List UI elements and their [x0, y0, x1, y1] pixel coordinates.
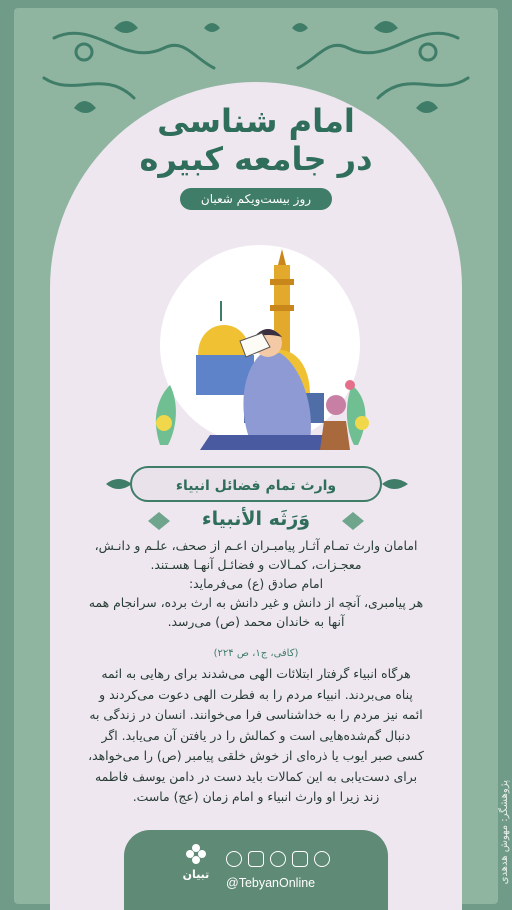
- paragraph-2-line: ائمه نیز مردم را به خداشناسی فرا می‌خوانند. انسان در زندگی به: [89, 707, 423, 722]
- social-icons: [226, 851, 330, 869]
- logo-text: تبیان: [182, 868, 210, 881]
- footer-bar: [124, 830, 388, 910]
- rubika-icon[interactable]: [314, 851, 330, 867]
- paragraph-1-line: هر پیامبری، آنچه از دانش و غیر دانش به ارث برده، سرانجام همه: [88, 595, 424, 610]
- paragraph-2-line: دنبال گم‌شده‌هایی است و کمالش را در یافتن آن می‌یابد. اگر: [101, 727, 411, 743]
- instagram-icon[interactable]: [248, 851, 264, 867]
- paragraph-2-line: هرگاه انبیاء گرفتار ابتلائات الهی می‌شدند برای رهایی به ائمه: [101, 666, 411, 681]
- eitaa-icon[interactable]: [292, 851, 308, 867]
- paragraph-2-line: کسی صبر ایوب یا ذره‌ای از خوش خلقی پیامبر (ص) را می‌خواهد،: [88, 748, 424, 763]
- section-badge: وارث تمام فضائل انبیاء: [130, 466, 382, 502]
- section-subheading: وَرَثَه الأنبیاء: [201, 508, 311, 530]
- paragraph-2-line: زند زیرا او وارث انبیاء و امام زمان (عج) ماست.: [132, 789, 380, 804]
- tebyan-icon[interactable]: [226, 851, 242, 867]
- diamond-ornament-right-icon: [342, 512, 364, 530]
- leaf-right-icon: [380, 474, 410, 494]
- page-title-line1: امام شناسی: [157, 102, 355, 140]
- paragraph-1-line: معجـزات، کمـالات و فضائـل آنهـا هسـتند.: [150, 557, 362, 572]
- social-handle[interactable]: @TebyanOnline: [226, 876, 316, 890]
- page-title-line2: در جامعه کبیره: [139, 140, 373, 178]
- paragraph-1: [64, 536, 448, 631]
- date-badge: روز بیست‌ویکم شعبان: [180, 188, 332, 210]
- paragraph-2-line: برای دست‌یابی به این کمالات باید دست در دامن یوسف فاطمه: [94, 768, 418, 784]
- author-credit: پژوهشگر: مهوش هدهدی: [499, 780, 510, 885]
- tebyan-logo-icon: [184, 842, 208, 866]
- source-reference: (کافی، ج۱، ص ۲۲۴): [213, 648, 299, 659]
- paragraph-2: [64, 664, 448, 808]
- telegram-icon[interactable]: [270, 851, 286, 867]
- paragraph-1-line: آنها به خاندان محمد (ص) می‌رسد.: [167, 614, 345, 629]
- shrine-reader-illustration: [140, 245, 380, 455]
- paragraph-1-line: امام صادق (ع) می‌فرماید:: [188, 576, 324, 591]
- paragraph-2-line: پناه می‌بردند. انبیاء مردم را به فطرت الهی دعوت می‌کردند و: [99, 686, 413, 702]
- paragraph-1-line: امامان وارث تمـام آثـار پیامبـران اعـم از صحف، علـم و دانـش،: [94, 538, 418, 553]
